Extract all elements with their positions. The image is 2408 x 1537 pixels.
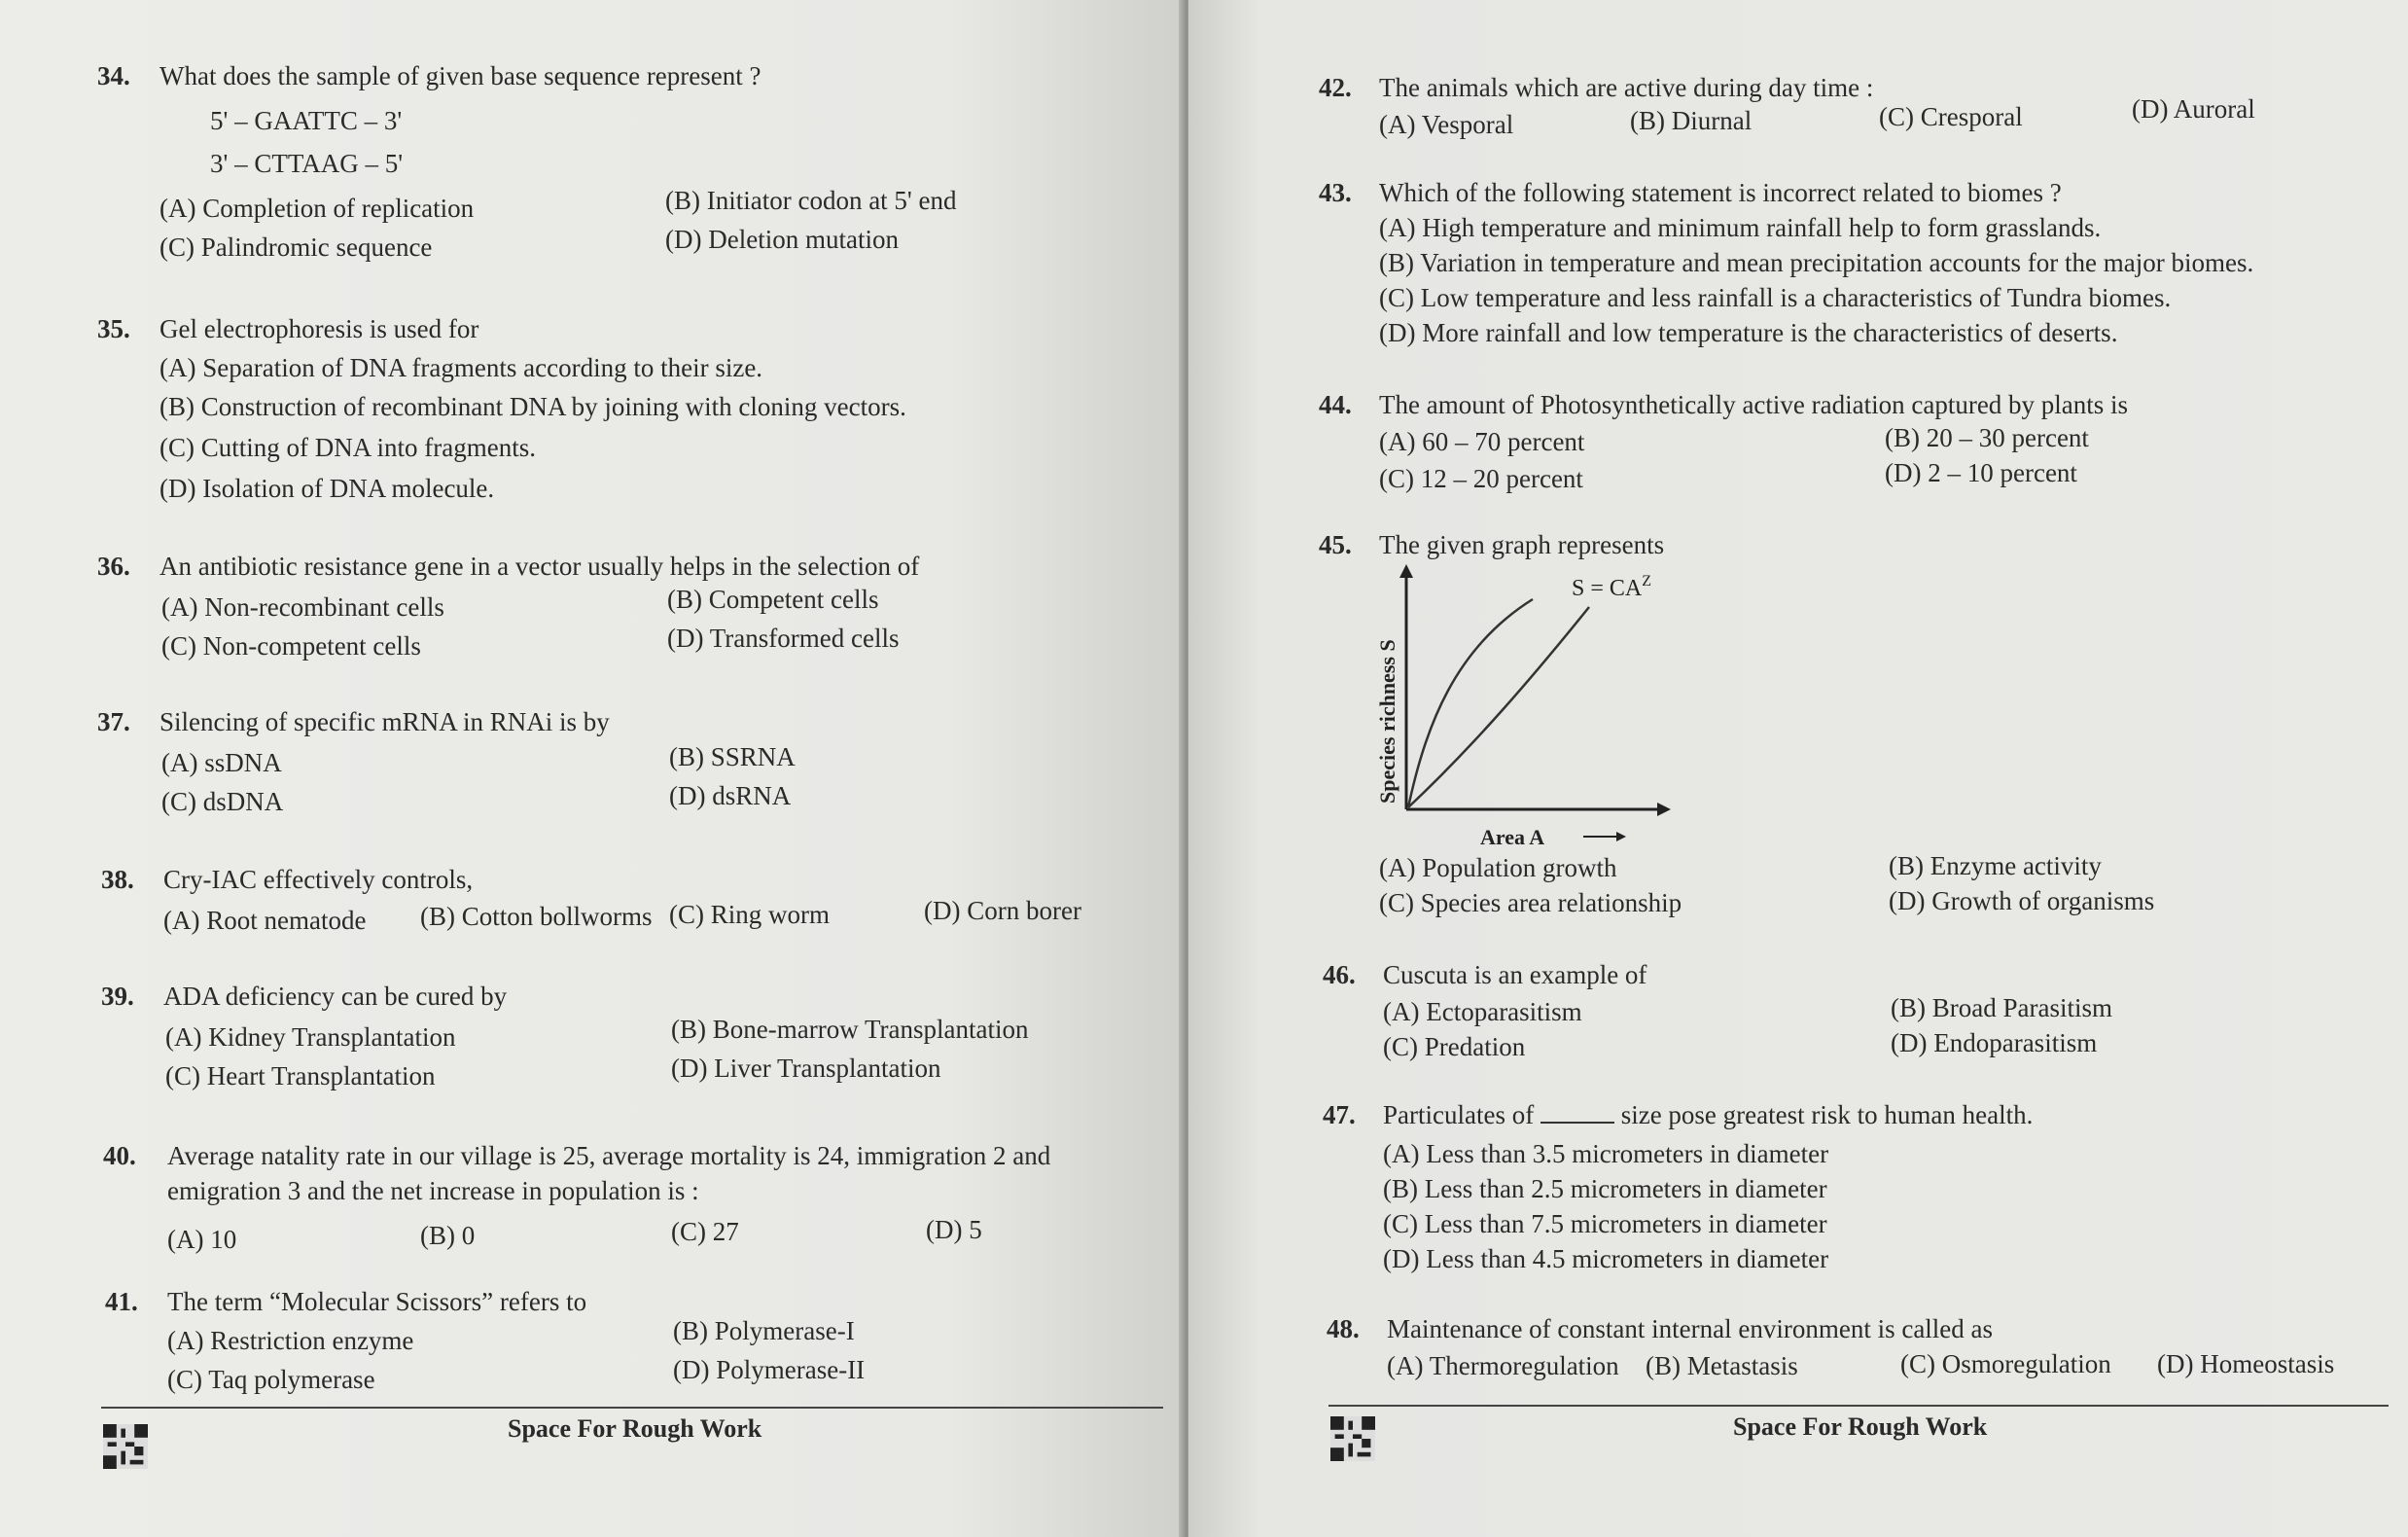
question-text: An antibiotic resistance gene in a vector usually helps in the selection of (159, 552, 920, 581)
option-a[interactable]: (A) Thermoregulation (1387, 1351, 1619, 1380)
question-number: 46. (1323, 960, 1356, 989)
option-c[interactable]: (C) Ring worm (669, 900, 830, 929)
option-c[interactable]: (C) Low temperature and less rainfall is a characteristics of Tundra biomes. (1379, 283, 2172, 312)
option-c[interactable]: (C) Non-competent cells (161, 631, 421, 661)
option-b[interactable]: (B) Polymerase-I (673, 1316, 855, 1345)
option-d[interactable]: (D) Auroral (2132, 94, 2255, 124)
question-number: 39. (101, 982, 134, 1011)
option-d[interactable]: (D) Growth of organisms (1889, 886, 2155, 915)
question-48 (1327, 1309, 2396, 1380)
question-text: The given graph represents (1379, 530, 1665, 559)
qr-code-icon (103, 1424, 148, 1469)
option-c[interactable]: (C) Cresporal (1879, 102, 2023, 131)
x-label-arrow-head (1616, 832, 1626, 841)
question-text: Cry-IAC effectively controls, (163, 865, 474, 894)
option-c[interactable]: (C) 12 – 20 percent (1379, 464, 1583, 493)
x-axis-label: Area A (1480, 825, 1545, 849)
footer-divider (1328, 1405, 2389, 1407)
option-d[interactable]: (D) Deletion mutation (665, 225, 899, 254)
option-a[interactable]: (A) Less than 3.5 micrometers in diameter (1383, 1139, 1829, 1168)
option-d[interactable]: (D) Less than 4.5 micrometers in diameter (1383, 1244, 1829, 1273)
question-46 (1323, 955, 2392, 1061)
option-d[interactable]: (D) Transformed cells (667, 624, 900, 653)
y-axis-label: Species richness S (1375, 639, 1399, 804)
option-a[interactable]: (A) Non-recombinant cells (161, 592, 444, 622)
option-a[interactable]: (A) 60 – 70 percent (1379, 427, 1585, 456)
option-b[interactable]: (B) Enzyme activity (1889, 851, 2102, 880)
question-number: 48. (1327, 1314, 1360, 1343)
question-number: 38. (101, 865, 134, 894)
footer-divider (101, 1407, 1163, 1409)
option-d[interactable]: (D) Liver Transplantation (671, 1054, 941, 1083)
question-number: 41. (105, 1287, 138, 1316)
option-b[interactable]: (B) SSRNA (669, 742, 796, 771)
option-a[interactable]: (A) ssDNA (161, 748, 282, 777)
option-b[interactable]: (B) Less than 2.5 micrometers in diameter (1383, 1174, 1827, 1203)
question-40 (103, 1136, 1163, 1254)
question-text: The animals which are active during day time : (1379, 73, 1874, 102)
option-a[interactable]: (A) Ectoparasitism (1383, 997, 1582, 1026)
equation-label: $S = CA^Z$ (1572, 573, 1652, 601)
option-d[interactable]: (D) 2 – 10 percent (1885, 458, 2077, 487)
question-number: 35. (97, 314, 130, 343)
option-a[interactable]: (A) Kidney Transplantation (165, 1022, 456, 1052)
question-34 (97, 56, 1148, 262)
question-number: 37. (97, 707, 130, 736)
option-b[interactable]: (B) 0 (420, 1221, 476, 1250)
question-number: 43. (1319, 178, 1352, 207)
option-c[interactable]: (C) Species area relationship (1379, 888, 1682, 917)
base-sequence-top: 5' – GAATTC – 3' (210, 106, 403, 135)
question-text: The amount of Photosynthetically active radiation captured by plants is (1379, 390, 2129, 419)
question-number: 45. (1319, 530, 1352, 559)
option-d[interactable]: (D) 5 (926, 1215, 982, 1244)
question-text: Which of the following statement is incorrect related to biomes ? (1379, 178, 2062, 207)
option-a[interactable]: (A) Population growth (1379, 853, 1617, 882)
option-d[interactable]: (D) dsRNA (669, 781, 792, 810)
option-a[interactable]: (A) Restriction enzyme (167, 1326, 414, 1355)
option-c[interactable]: (C) Heart Transplantation (165, 1061, 436, 1090)
option-d[interactable]: (D) More rainfall and low temperature is the characteristics of deserts. (1379, 318, 2118, 347)
question-38 (101, 860, 1151, 935)
option-d[interactable]: (D) Isolation of DNA molecule. (159, 474, 495, 503)
option-b[interactable]: (B) Diurnal (1630, 106, 1753, 135)
question-text: Particulates of size pose greatest risk to human health. (1383, 1095, 2033, 1134)
option-b[interactable]: (B) Construction of recombinant DNA by joining with cloning vectors. (159, 392, 906, 421)
base-sequence-bottom: 3' – CTTAAG – 5' (210, 149, 404, 178)
curve-line (1408, 599, 1533, 807)
question-text: Maintenance of constant internal environment is called as (1387, 1314, 1994, 1343)
question-text: Cuscuta is an example of (1383, 960, 1647, 989)
option-a[interactable]: (A) Root nematode (163, 906, 367, 935)
question-42 (1319, 68, 2389, 139)
question-47 (1323, 1095, 2392, 1273)
question-number: 42. (1319, 73, 1352, 102)
question-number: 36. (97, 552, 130, 581)
option-c[interactable]: (C) Palindromic sequence (159, 232, 433, 262)
option-b[interactable]: (B) Competent cells (667, 585, 879, 614)
question-text: The term “Molecular Scissors” refers to (167, 1287, 587, 1316)
option-b[interactable]: (B) Broad Parasitism (1891, 993, 2112, 1022)
x-axis-arrow (1657, 803, 1671, 816)
option-b[interactable]: (B) Metastasis (1646, 1351, 1798, 1380)
option-d[interactable]: (D) Homeostasis (2157, 1349, 2335, 1378)
option-b[interactable]: (B) Initiator codon at 5' end (665, 186, 957, 215)
rough-work-label: Space For Rough Work (508, 1414, 762, 1443)
option-c[interactable]: (C) Taq polymerase (167, 1365, 375, 1394)
question-text: Silencing of specific mRNA in RNAi is by (159, 707, 610, 736)
question-35 (97, 309, 1148, 503)
option-d[interactable]: (D) Corn borer (924, 896, 1081, 925)
option-b[interactable]: (B) Bone-marrow Transplantation (671, 1015, 1029, 1044)
question-text-line-2: emigration 3 and the net increase in population is : (167, 1176, 699, 1205)
straight-line (1408, 607, 1589, 807)
rough-work-label: Space For Rough Work (1733, 1412, 1988, 1441)
left-page (0, 0, 1185, 1537)
question-number: 40. (103, 1141, 136, 1170)
question-text: ADA deficiency can be cured by (163, 982, 508, 1011)
option-c[interactable]: (C) dsDNA (161, 787, 284, 816)
y-axis-arrow (1399, 564, 1413, 578)
question-37 (97, 702, 1148, 816)
question-41 (105, 1282, 1155, 1394)
option-b[interactable]: (B) 20 – 30 percent (1885, 423, 2089, 452)
option-a[interactable]: (A) Completion of replication (159, 194, 475, 223)
option-a[interactable]: (A) High temperature and minimum rainfall help to form grasslands. (1379, 213, 2102, 242)
fill-in-blank[interactable] (1540, 1096, 1614, 1124)
question-number: 47. (1323, 1100, 1356, 1129)
question-43 (1319, 173, 2389, 347)
question-36 (97, 547, 1148, 661)
option-a[interactable]: (A) 10 (167, 1225, 237, 1254)
option-b[interactable]: (B) Cotton bollworms (420, 902, 653, 931)
question-text: What does the sample of given base sequence represent ? (159, 61, 761, 90)
option-a[interactable]: (A) Separation of DNA fragments according to their size. (159, 353, 763, 382)
question-number: 44. (1319, 390, 1352, 419)
option-c[interactable]: (C) Cutting of DNA into fragments. (159, 433, 536, 462)
question-45 (1319, 525, 2389, 934)
question-text: Gel electrophoresis is used for (159, 314, 479, 343)
question-number: 34. (97, 61, 130, 90)
option-c[interactable]: (C) Predation (1383, 1032, 1526, 1061)
question-44 (1319, 385, 2389, 493)
question-text-line-1: Average natality rate in our village is 25, average mortality is 24, immigration 2 and (167, 1141, 1051, 1170)
species-area-graph (1367, 560, 1717, 852)
option-c[interactable]: (C) 27 (671, 1217, 739, 1246)
option-a[interactable]: (A) Vesporal (1379, 110, 1514, 139)
option-b[interactable]: (B) Variation in temperature and mean precipitation accounts for the major biomes. (1379, 248, 2254, 277)
right-page (1188, 0, 2408, 1537)
option-d[interactable]: (D) Endoparasitism (1891, 1028, 2098, 1057)
qr-code-icon (1330, 1416, 1375, 1461)
option-d[interactable]: (D) Polymerase-II (673, 1355, 866, 1384)
option-c[interactable]: (C) Less than 7.5 micrometers in diameter (1383, 1209, 1827, 1238)
option-c[interactable]: (C) Osmoregulation (1900, 1349, 2111, 1378)
question-39 (101, 977, 1151, 1090)
